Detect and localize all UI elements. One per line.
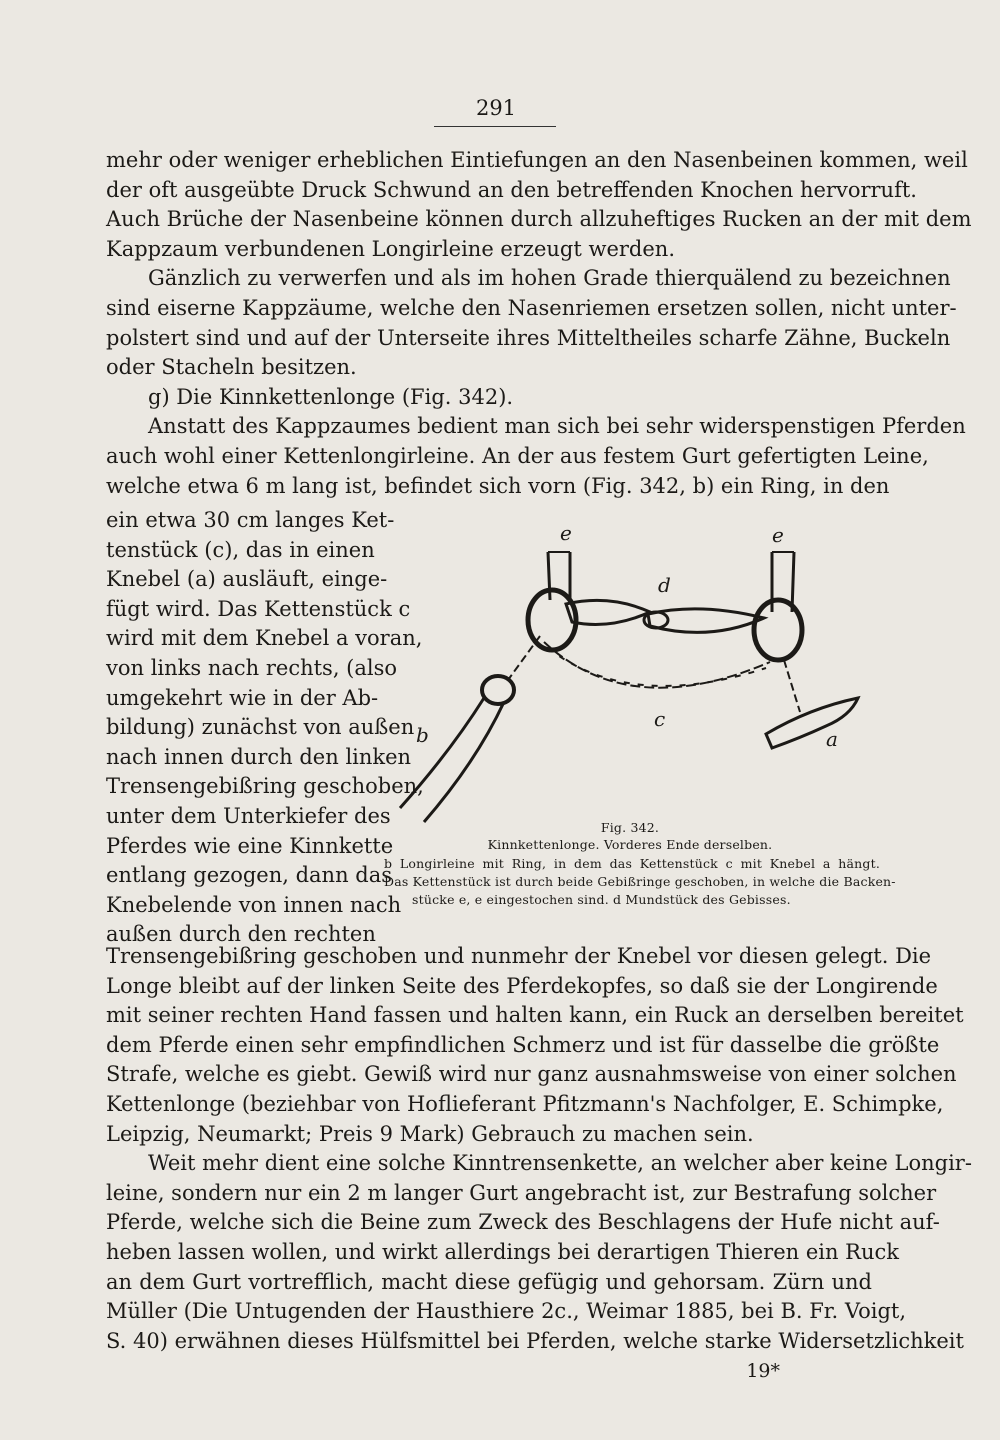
text-line: heben lassen wollen, und wirkt allerdings bei derartigen Thieren ein Ruck (106, 1240, 899, 1264)
label-a: a (826, 727, 838, 751)
mouthpiece-right (648, 609, 764, 633)
text-line: leine, sondern nur ein 2 m langer Gurt angebracht ist, zur Bestrafung solcher (106, 1180, 937, 1205)
text-line: g) Die Kinnkettenlonge (Fig. 342). (148, 384, 514, 409)
text-line: Auch Brüche der Nasenbeine können durch allzuheftiges Rucken an der mit dem (106, 207, 972, 232)
longe-strap (400, 698, 504, 822)
text-line: unter dem Unterkiefer des (106, 804, 391, 828)
text-line: Pferdes wie eine Kinnkette (106, 833, 394, 858)
text-line: fügt wird. Das Kettenstück c (106, 596, 411, 621)
header-rule (434, 126, 556, 127)
text-line: oder Stacheln besitzen. (106, 355, 357, 380)
text-line: sind eiserne Kappzäume, welche den Nasenriemen ersetzen sollen, nicht unter- (106, 296, 957, 320)
mouthpiece-left (566, 600, 650, 624)
figure-caption-line: Das Kettenstück ist durch beide Gebißringe geschoben, in welche die Backen- (384, 874, 896, 889)
text-line: Anstatt des Kappzaumes bedient man sich bei sehr widerspenstigen Pferden (148, 414, 966, 439)
figure-caption-line: b Longirleine mit Ring, in dem das Kettenstück c mit Knebel a hängt. (384, 856, 880, 871)
text-line: auch wohl einer Kettenlongirleine. An der aus festem Gurt gefertigten Leine, (106, 444, 929, 468)
figure-caption-title: Fig. 342. (600, 820, 660, 835)
page-number: 291 (475, 96, 517, 120)
text-line: mehr oder weniger erheblichen Eintiefungen an den Nasenbeinen kommen, weil (106, 148, 968, 172)
text-line: von links nach rechts, (also (106, 656, 398, 680)
text-line: Müller (Die Untugenden der Hausthiere 2c., Weimar 1885, bei B. Fr. Voigt, (106, 1299, 907, 1324)
text-line: Leipzig, Neumarkt; Preis 9 Mark) Gebrauch zu machen sein. (106, 1121, 754, 1146)
text-line: Pferde, welche sich die Beine zum Zweck des Beschlagens der Hufe nicht auf- (106, 1210, 940, 1235)
toggle-knebel (766, 698, 858, 748)
text-line: der oft ausgeübte Druck Schwund an den betreffenden Knochen hervorruft. (106, 177, 917, 202)
text-line: Longe bleibt auf der linken Seite des Pferdekopfes, so daß sie der Longirende (106, 973, 938, 998)
text-line: umgekehrt wie in der Ab- (106, 685, 379, 710)
text-line: Knebel (a) ausläuft, einge- (106, 567, 388, 592)
figure-342-illustration (380, 512, 880, 832)
text-line: Gänzlich zu verwerfen und als im hohen Grade thierquälend zu bezeichnen (148, 266, 951, 291)
figure-caption-line: Kinnkettenlonge. Vorderes Ende derselben. (487, 837, 773, 852)
text-line: ein etwa 30 cm langes Ket- (106, 508, 395, 532)
label-e-right: e (772, 523, 784, 547)
text-line: Trensengebißring geschoben und nunmehr der Knebel vor diesen gelegt. Die (106, 944, 932, 968)
text-line: wird mit dem Knebel a voran, (106, 626, 423, 651)
right-bit-ring (754, 600, 802, 660)
text-line: außen durch den rechten (106, 922, 376, 947)
figure-caption-line: stücke e, e eingestochen sind. d Mundstück des Gebisses. (412, 892, 791, 907)
text-line: dem Pferde einen sehr empfindlichen Schmerz und ist für dasselbe die größte (106, 1032, 940, 1057)
label-e-left: e (560, 521, 572, 545)
text-line: entlang gezogen, dann das (106, 863, 393, 888)
text-line: Strafe, welche es giebt. Gewiß wird nur ganz ausnahmsweise von einer solchen (106, 1062, 957, 1087)
text-line: Kettenlonge (beziehbar von Hoflieferant Pfitzmann's Nachfolger, E. Schimpke, (106, 1092, 944, 1116)
text-line: polstert sind und auf der Unterseite ihres Mitteltheiles scharfe Zähne, Buckeln (106, 325, 951, 350)
text-line: an dem Gurt vortrefflich, macht diese gefügig und gehorsam. Zürn und (106, 1269, 872, 1294)
chain (544, 642, 770, 688)
signature-mark: 19* (746, 1360, 780, 1382)
text-line: welche etwa 6 m lang ist, befindet sich vorn (Fig. 342, b) ein Ring, in den (106, 473, 890, 498)
label-b: b (416, 723, 429, 747)
text-line: bildung) zunächst von außen (106, 715, 415, 740)
text-line: S. 40) erwähnen dieses Hülfsmittel bei Pferden, welche starke Widersetzlichkeit (106, 1328, 964, 1353)
text-line: Knebelende von innen nach (106, 892, 402, 917)
label-d: d (658, 573, 671, 597)
text-line: tenstück (c), das in einen (106, 537, 375, 562)
lead-ring (482, 676, 514, 704)
text-line: Kappzaum verbundenen Longirleine erzeugt werden. (106, 236, 675, 261)
text-line: Weit mehr dient eine solche Kinntrensenkette, an welcher aber keine Longir- (148, 1151, 972, 1176)
text-line: mit seiner rechten Hand fassen und halten kann, ein Ruck an derselben bereitet (106, 1003, 964, 1028)
label-c: c (654, 707, 666, 731)
text-line: Trensengebißring geschoben, (106, 774, 424, 799)
text-line: nach innen durch den linken (106, 744, 412, 769)
